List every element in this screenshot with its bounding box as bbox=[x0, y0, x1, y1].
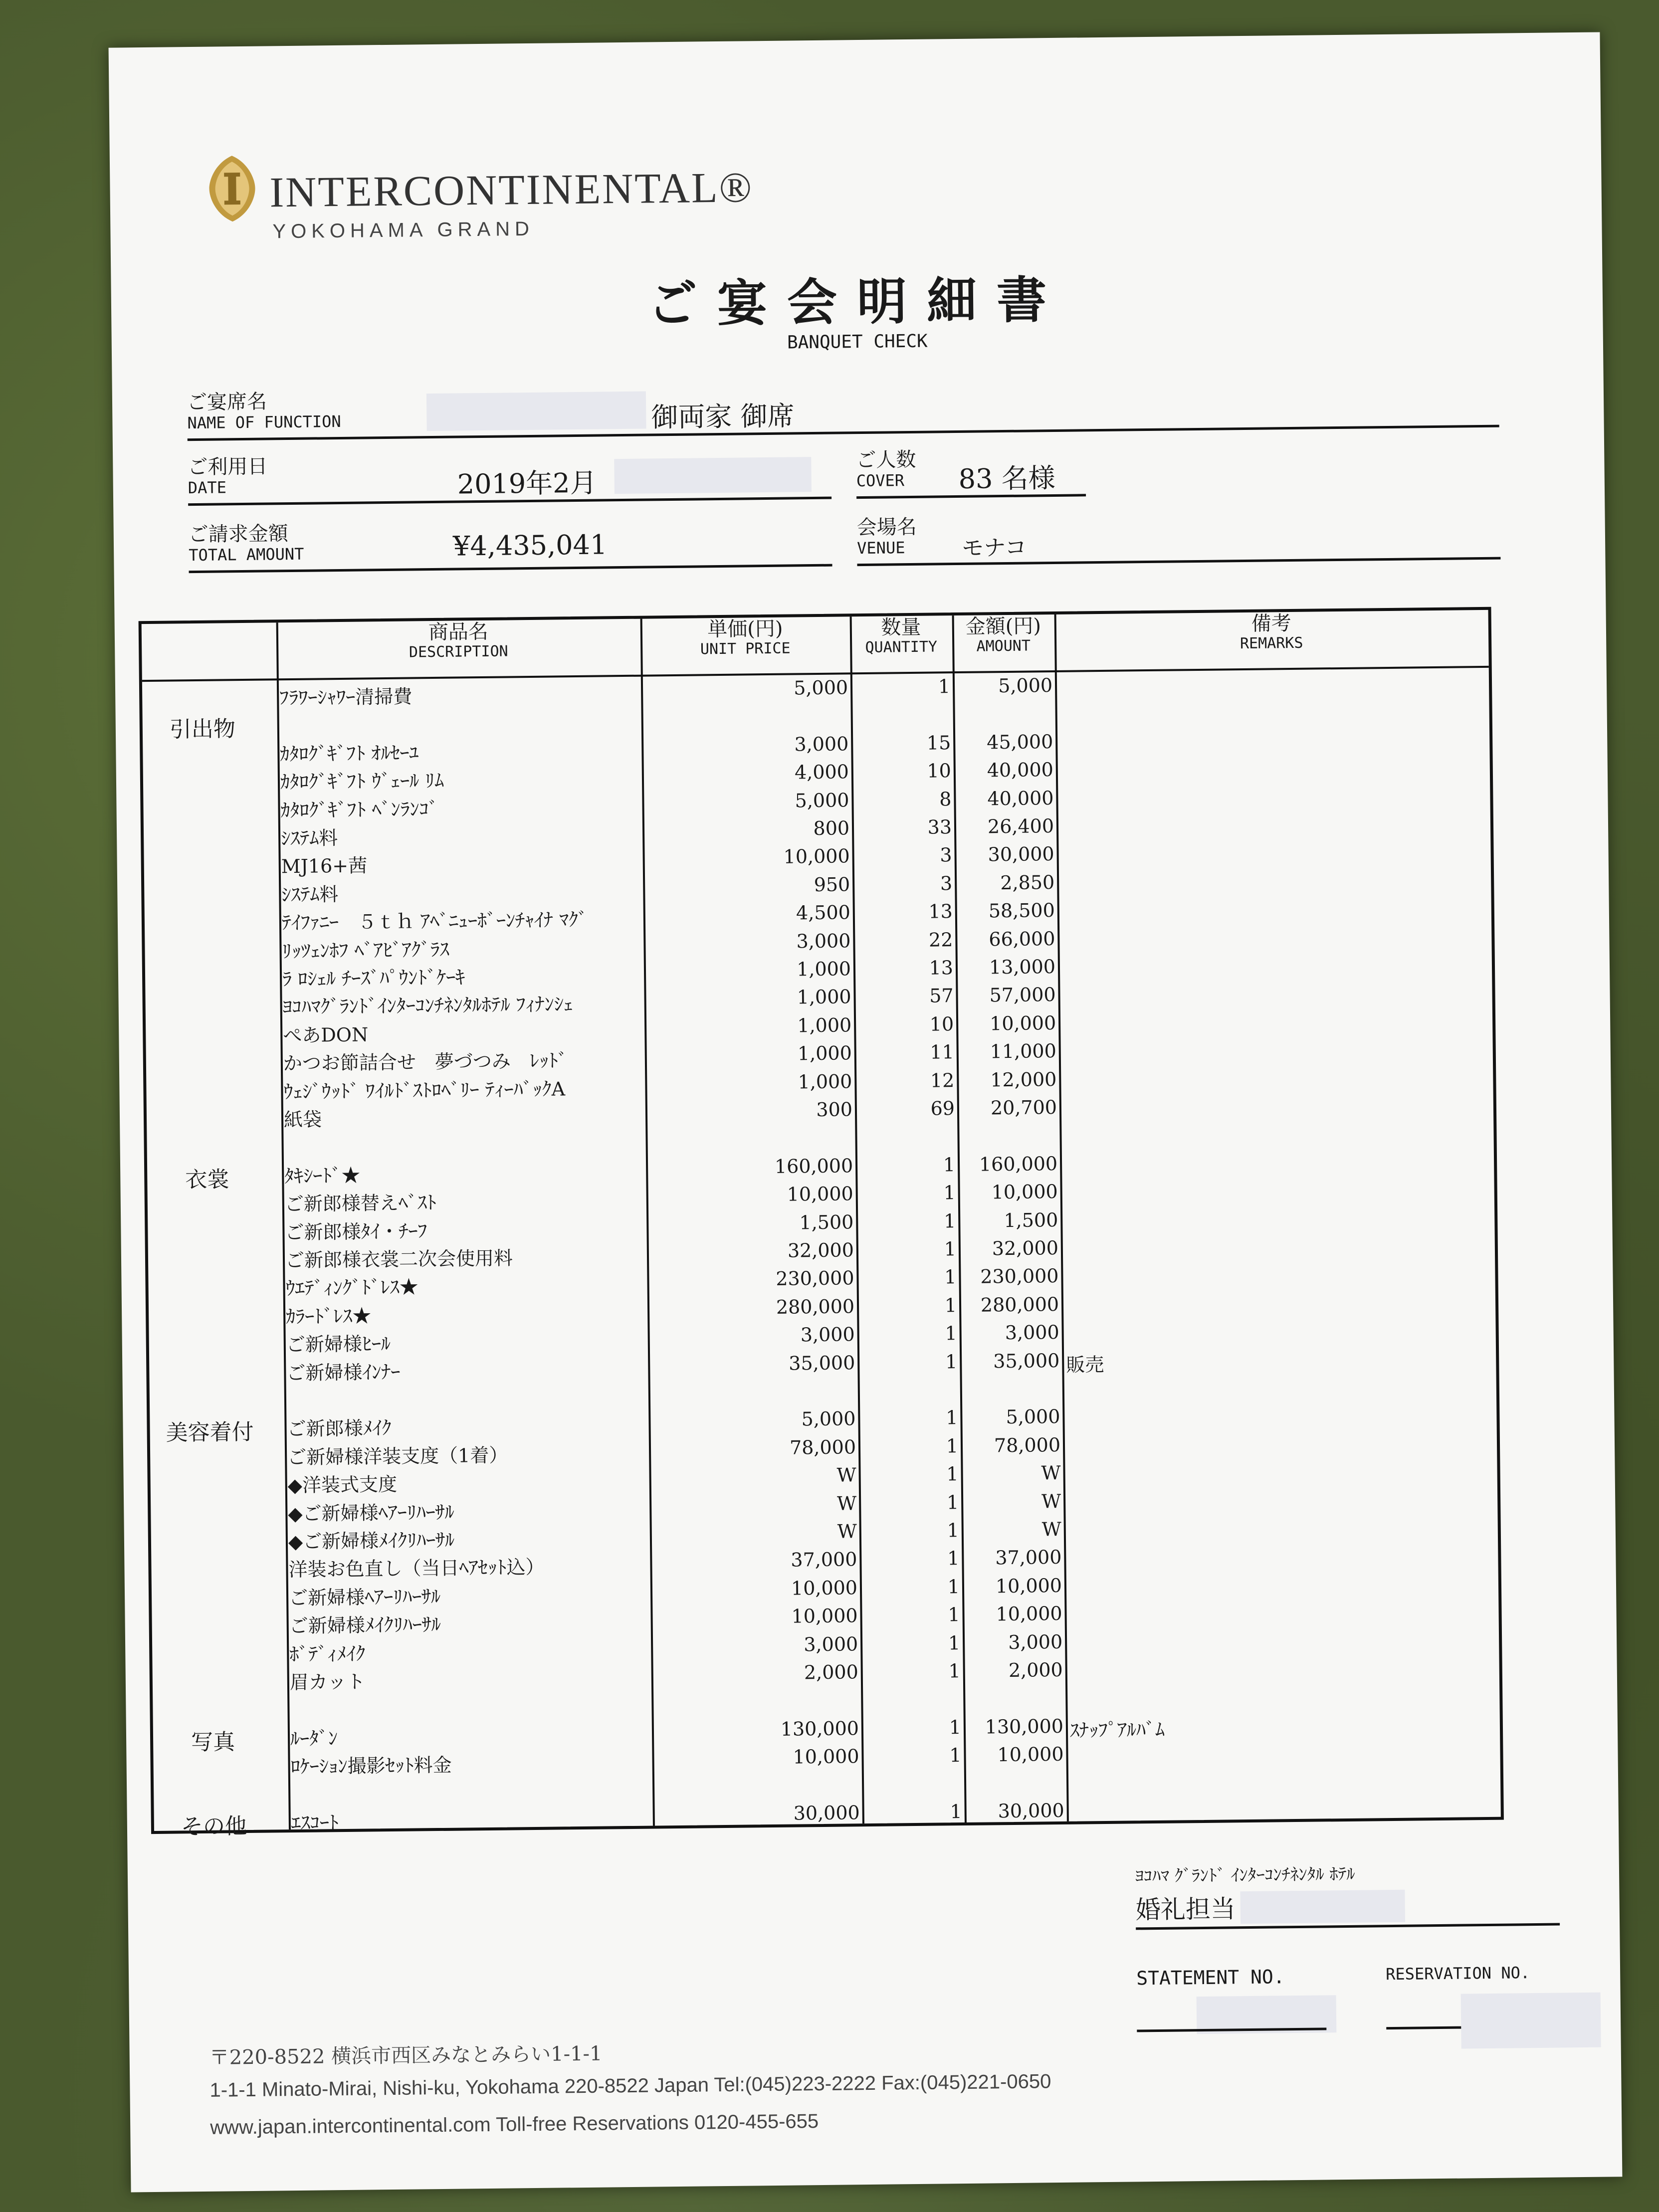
unit-price-cell: 3,000 bbox=[800, 1323, 855, 1346]
unit-price-cell: 35,000 bbox=[789, 1351, 855, 1375]
description-cell: ぺあDON bbox=[283, 1023, 369, 1047]
amount-cell: 3,000 bbox=[1008, 1630, 1063, 1653]
category-cell bbox=[153, 739, 252, 740]
description-cell: ご新郎様替えﾍﾞｽﾄ bbox=[284, 1192, 437, 1215]
amount-cell: 37,000 bbox=[995, 1546, 1062, 1569]
description-cell: ｶﾀﾛｸﾞｷﾞﾌﾄ ﾍﾞﾝﾗﾝｺﾞ bbox=[280, 798, 438, 821]
quantity-cell: 1 bbox=[949, 1744, 962, 1767]
category-cell bbox=[162, 1639, 262, 1640]
amount-cell: 40,000 bbox=[987, 787, 1054, 809]
unit-price-cell: 1,500 bbox=[799, 1210, 854, 1233]
category-cell bbox=[152, 683, 252, 684]
amount-cell: 5,000 bbox=[1006, 1406, 1060, 1428]
category-cell bbox=[155, 936, 254, 937]
quantity-cell: 1 bbox=[947, 1519, 960, 1542]
unit-price-cell: 4,500 bbox=[796, 901, 851, 924]
description-cell: ご新婦様ﾋｰﾙ bbox=[286, 1333, 391, 1356]
amount-cell: 32,000 bbox=[992, 1236, 1059, 1260]
quantity-cell bbox=[761, 1688, 961, 1690]
quantity-cell: 22 bbox=[928, 928, 953, 951]
description-cell: ｶﾀﾛｸﾞｷﾞﾌﾄ ｳﾞｪｰﾙ ﾘﾑ bbox=[280, 769, 444, 794]
document-title: ご宴会明細書 bbox=[647, 270, 1067, 334]
category-cell bbox=[159, 1302, 258, 1303]
redacted-area bbox=[426, 392, 646, 431]
description-cell: ﾘｯﾂｪﾝﾎﾌ ﾍﾞｱﾋﾞｱｸﾞﾗｽ bbox=[282, 938, 449, 962]
unit-price-cell: 230,000 bbox=[776, 1267, 854, 1290]
amount-cell: 30,000 bbox=[988, 843, 1054, 866]
date-value: 2019年2月 bbox=[457, 467, 597, 500]
description-cell: ｶﾀﾛｸﾞｷﾞﾌﾄ ｵﾙｾｰﾕ bbox=[280, 742, 419, 766]
quantity-cell: 1 bbox=[947, 1547, 960, 1570]
category-cell bbox=[158, 1217, 257, 1218]
quantity-cell: 1 bbox=[943, 1209, 956, 1232]
description-cell: ご新婦様洋装支度（1着） bbox=[287, 1444, 508, 1468]
redacted-area bbox=[1240, 1890, 1405, 1924]
unit-price-cell: 950 bbox=[814, 873, 850, 896]
amount-cell: 5,000 bbox=[998, 674, 1053, 697]
quantity-cell bbox=[762, 1773, 962, 1775]
category-cell bbox=[160, 1470, 260, 1471]
description-cell: ご新婦様ﾒｲｸﾘﾊｰｻﾙ bbox=[289, 1613, 441, 1637]
unit-price-cell: 10,000 bbox=[793, 1745, 859, 1768]
amount-cell: 10,000 bbox=[989, 1011, 1056, 1035]
quantity-cell: 12 bbox=[930, 1069, 955, 1092]
quantity-cell: 1 bbox=[949, 1716, 962, 1739]
total-label: ご請求金額 TOTAL AMOUNT bbox=[188, 522, 304, 565]
category-cell bbox=[156, 1076, 256, 1077]
quantity-cell: 1 bbox=[938, 675, 951, 698]
header-description: 商品名 DESCRIPTION bbox=[409, 620, 508, 661]
amount-cell: 2,850 bbox=[1000, 871, 1055, 894]
description-cell: 紙袋 bbox=[283, 1108, 322, 1131]
quantity-cell: 1 bbox=[946, 1463, 959, 1485]
quantity-cell: 3 bbox=[940, 872, 953, 895]
unit-price-cell: 10,000 bbox=[787, 1183, 853, 1206]
description-cell: ◆ご新婦様ﾍｱｰﾘﾊｰｻﾙ bbox=[288, 1501, 454, 1525]
amount-cell: 10,000 bbox=[996, 1603, 1062, 1625]
quantity-cell: 1 bbox=[946, 1407, 958, 1429]
banquet-check-document bbox=[109, 32, 1623, 2192]
unit-price-cell: 5,000 bbox=[795, 789, 849, 812]
category-cell bbox=[154, 851, 253, 852]
amount-cell: 10,000 bbox=[997, 1743, 1064, 1766]
quantity-cell: 1 bbox=[946, 1491, 959, 1513]
description-cell: ご新郎様衣裳二次会使用料 bbox=[285, 1247, 513, 1272]
category-cell: 写真 bbox=[191, 1729, 235, 1756]
category-cell bbox=[164, 1780, 263, 1781]
amount-cell: 20,700 bbox=[990, 1096, 1057, 1119]
quantity-cell: 33 bbox=[927, 816, 952, 838]
quantity-cell: 1 bbox=[943, 1153, 956, 1176]
quantity-cell: 1 bbox=[946, 1434, 959, 1457]
unit-price-cell: 32,000 bbox=[787, 1239, 854, 1262]
quantity-cell: 10 bbox=[927, 760, 952, 782]
cover-value: 83 名様 bbox=[958, 462, 1055, 495]
quantity-cell: 3 bbox=[940, 844, 952, 866]
quantity-cell: 11 bbox=[930, 1041, 954, 1063]
line-items-table bbox=[139, 607, 1504, 1840]
amount-cell bbox=[862, 1772, 1064, 1774]
amount-cell: 2,000 bbox=[1008, 1658, 1063, 1682]
quantity-cell: 1 bbox=[950, 1801, 962, 1823]
description-cell: ご新婦様ﾍｱｰﾘﾊｰｻﾙ bbox=[288, 1585, 441, 1609]
amount-cell: 13,000 bbox=[989, 955, 1056, 979]
unit-price-cell: W bbox=[837, 1520, 857, 1543]
divider bbox=[857, 557, 1500, 567]
unit-price-cell bbox=[646, 1689, 858, 1691]
category-cell bbox=[159, 1358, 259, 1359]
amount-cell: 11,000 bbox=[990, 1040, 1056, 1063]
unit-price-cell: 130,000 bbox=[780, 1717, 859, 1740]
quantity-cell: 10 bbox=[929, 1012, 954, 1035]
unit-price-cell: 1,000 bbox=[797, 1042, 852, 1065]
venue-value: モナコ bbox=[961, 535, 1027, 561]
quantity-cell: 1 bbox=[945, 1322, 957, 1345]
amount-cell: 12,000 bbox=[990, 1068, 1057, 1091]
unit-price-cell bbox=[636, 705, 848, 707]
description-cell: ｳｪｼﾞｳｯﾄﾞ ﾜｲﾙﾄﾞｽﾄﾛﾍﾞﾘｰ ﾃｨｰﾊﾞｯｸA bbox=[283, 1077, 566, 1103]
unit-price-cell bbox=[647, 1774, 859, 1776]
unit-price-cell: 300 bbox=[816, 1098, 853, 1121]
description-cell: 洋装お色直し（当日ﾍｱｾｯﾄ込） bbox=[288, 1556, 545, 1581]
website-and-reservations: www.japan.intercontinental.com Toll-free Reservations 0120-455-655 bbox=[210, 2110, 819, 2139]
amount-cell: 78,000 bbox=[994, 1433, 1061, 1457]
amount-cell: 40,000 bbox=[987, 759, 1054, 782]
amount-cell bbox=[861, 1687, 1063, 1689]
description-cell: ｶﾗｰﾄﾞﾚｽ★ bbox=[285, 1305, 372, 1328]
description-cell: ご新郎様ﾒｲｸ bbox=[287, 1417, 392, 1440]
description-cell: ﾙｰﾀﾞﾝ bbox=[290, 1727, 338, 1750]
function-value: 御両家 御席 bbox=[651, 400, 795, 433]
quantity-cell: 1 bbox=[948, 1604, 960, 1626]
unit-price-cell bbox=[643, 1380, 855, 1382]
category-cell bbox=[162, 1611, 261, 1612]
category-cell bbox=[155, 964, 255, 965]
address-japanese: 〒220-8522 横浜市西区みなとみらい1-1-1 bbox=[209, 2042, 603, 2069]
unit-price-cell: 37,000 bbox=[791, 1548, 857, 1572]
description-cell: ﾗ ﾛｼｪﾙ ﾁｰｽﾞﾊﾟｳﾝﾄﾞｹｰｷ bbox=[282, 966, 465, 991]
quantity-cell: 13 bbox=[929, 957, 954, 979]
description-cell: 眉カット bbox=[289, 1670, 366, 1694]
description-cell: ﾌﾗﾜｰｼｬﾜｰ清掃費 bbox=[279, 685, 413, 709]
description-cell: ﾎﾞﾃﾞｨﾒｲｸ bbox=[289, 1642, 366, 1665]
unit-price-cell: 1,000 bbox=[796, 958, 851, 981]
quantity-cell: 1 bbox=[948, 1660, 961, 1682]
category-cell bbox=[155, 908, 254, 909]
category-cell bbox=[157, 1105, 256, 1106]
unit-price-cell: 280,000 bbox=[776, 1295, 855, 1318]
unit-price-cell bbox=[640, 1127, 852, 1129]
amount-cell: 66,000 bbox=[989, 927, 1055, 950]
hotel-name: INTERCONTINENTAL® bbox=[269, 163, 754, 216]
quantity-cell: 1 bbox=[947, 1575, 960, 1598]
header-remarks: 備考 REMARKS bbox=[1240, 612, 1303, 653]
category-cell bbox=[163, 1695, 262, 1696]
remarks-cell: 販売 bbox=[1066, 1353, 1104, 1376]
amount-cell: W bbox=[1041, 1518, 1062, 1541]
description-cell: ｳｴﾃﾞｨﾝｸﾞﾄﾞﾚｽ★ bbox=[285, 1276, 418, 1300]
amount-cell: 10,000 bbox=[995, 1574, 1062, 1598]
category-cell bbox=[161, 1498, 260, 1499]
quantity-cell bbox=[758, 1379, 958, 1381]
category-cell: その他 bbox=[181, 1813, 247, 1840]
quantity-cell: 1 bbox=[944, 1294, 957, 1317]
address-english: 1-1-1 Minato-Mirai, Nishi-ku, Yokohama 220-8522 Japan Tel:(045)223-2222 Fax:(045)221-0650 bbox=[209, 2070, 1051, 2101]
category-cell bbox=[158, 1273, 258, 1274]
description-cell: ｼｽﾃﾑ料 bbox=[280, 827, 338, 850]
redacted-area bbox=[614, 457, 812, 494]
description-cell: ﾛｹｰｼｮﾝ撮影ｾｯﾄ料金 bbox=[290, 1754, 452, 1778]
divider bbox=[188, 425, 1499, 441]
unit-price-cell: 4,000 bbox=[794, 761, 849, 784]
quantity-cell bbox=[755, 1126, 955, 1128]
unit-price-cell: 10,000 bbox=[791, 1605, 858, 1627]
description-cell: MJ16+茜 bbox=[281, 854, 368, 878]
category-cell bbox=[153, 767, 253, 768]
unit-price-cell: 1,000 bbox=[798, 1070, 852, 1093]
category-cell bbox=[160, 1386, 259, 1387]
unit-price-cell: 10,000 bbox=[783, 845, 850, 868]
amount-cell: 3,000 bbox=[1005, 1321, 1059, 1344]
quantity-cell: 8 bbox=[939, 788, 952, 810]
description-cell: ﾖｺﾊﾏｸﾞﾗﾝﾄﾞｲﾝﾀｰｺﾝﾁﾈﾝﾀﾙﾎﾃﾙ ﾌｨﾅﾝｼｪ bbox=[282, 993, 574, 1018]
statement-no-label: STATEMENT NO. bbox=[1136, 1966, 1285, 1990]
intercontinental-emblem-icon bbox=[207, 154, 257, 224]
amount-cell: W bbox=[1041, 1490, 1061, 1512]
category-cell: 衣裳 bbox=[185, 1167, 229, 1193]
quantity-cell: 13 bbox=[928, 900, 953, 923]
unit-price-cell: 1,000 bbox=[797, 986, 851, 1008]
category-cell bbox=[157, 1133, 256, 1134]
divider bbox=[1386, 2026, 1461, 2030]
quantity-cell: 1 bbox=[943, 1182, 956, 1204]
document-subtitle: BANQUET CHECK bbox=[787, 331, 928, 353]
reservation-no-label: RESERVATION NO. bbox=[1385, 1963, 1530, 1984]
amount-cell: 58,500 bbox=[988, 899, 1055, 922]
amount-cell bbox=[858, 1378, 1060, 1380]
category-cell bbox=[162, 1583, 261, 1584]
amount-cell: 30,000 bbox=[998, 1799, 1064, 1822]
amount-cell: W bbox=[1041, 1462, 1061, 1484]
hotel-subname: YOKOHAMA GRAND bbox=[272, 217, 535, 243]
quantity-cell bbox=[751, 704, 950, 706]
quantity-cell: 1 bbox=[944, 1266, 957, 1288]
redacted-area bbox=[1461, 1993, 1601, 2049]
amount-cell: 130,000 bbox=[985, 1715, 1064, 1738]
divider bbox=[856, 494, 1086, 499]
unit-price-cell: 5,000 bbox=[801, 1408, 856, 1430]
unit-price-cell: W bbox=[836, 1492, 857, 1515]
category-cell bbox=[163, 1752, 263, 1753]
unit-price-cell: 2,000 bbox=[804, 1661, 858, 1684]
wedding-staff-label: 婚礼担当 bbox=[1135, 1894, 1236, 1925]
amount-cell: 45,000 bbox=[987, 730, 1053, 754]
description-cell: ◆ご新婦様ﾒｲｸﾘﾊｰｻﾙ bbox=[288, 1529, 455, 1553]
amount-cell bbox=[850, 702, 1052, 704]
footer-hotel-name: ﾖｺﾊﾏ ｸﾞﾗﾝﾄﾞ ｲﾝﾀｰｺﾝﾁﾈﾝﾀﾙ ﾎﾃﾙ bbox=[1135, 1864, 1355, 1887]
unit-price-cell: 5,000 bbox=[794, 676, 848, 699]
category-cell bbox=[156, 1020, 255, 1021]
category-cell bbox=[154, 823, 253, 824]
description-cell: ご新郎様ﾀｲ・ﾁｰﾌ bbox=[285, 1219, 427, 1243]
amount-cell: 35,000 bbox=[993, 1349, 1060, 1372]
category-cell bbox=[161, 1555, 261, 1556]
amount-cell: 1,500 bbox=[1004, 1208, 1058, 1231]
category-cell: 美容着付 bbox=[166, 1419, 254, 1446]
description-cell: ﾀｷｼｰﾄﾞ★ bbox=[284, 1164, 361, 1187]
description-cell: かつお節詰合せ 夢づつみ ﾚｯﾄﾞ bbox=[283, 1049, 568, 1075]
category-cell bbox=[154, 880, 254, 881]
description-cell: ◆洋装式支度 bbox=[287, 1473, 398, 1497]
unit-price-cell: 3,000 bbox=[796, 929, 851, 953]
category-cell: 引出物 bbox=[169, 716, 236, 743]
amount-cell: 230,000 bbox=[980, 1265, 1059, 1288]
description-cell: ﾃｲﾌｧﾆｰ ５ｔｈ ｱﾍﾞﾆｭｰﾎﾞｰﾝﾁｬｲﾅ ﾏｸﾞ bbox=[281, 908, 588, 934]
category-cell bbox=[155, 992, 255, 993]
amount-cell: 10,000 bbox=[991, 1181, 1058, 1204]
category-cell bbox=[161, 1527, 261, 1528]
quantity-cell: 15 bbox=[926, 731, 951, 754]
quantity-cell: 57 bbox=[929, 985, 954, 1007]
quantity-cell: 69 bbox=[930, 1097, 955, 1120]
unit-price-cell: 10,000 bbox=[791, 1577, 858, 1600]
unit-price-cell: W bbox=[836, 1464, 856, 1486]
date-label: ご利用日 DATE bbox=[188, 455, 268, 498]
unit-price-cell: 3,000 bbox=[794, 733, 849, 756]
divider bbox=[189, 564, 832, 574]
total-value: ¥4,435,041 bbox=[452, 529, 608, 562]
category-cell bbox=[159, 1330, 259, 1331]
category-cell bbox=[156, 1048, 256, 1049]
amount-cell: 26,400 bbox=[987, 815, 1054, 838]
unit-price-cell: 3,000 bbox=[804, 1632, 858, 1655]
quantity-cell: 1 bbox=[948, 1631, 961, 1654]
amount-cell bbox=[855, 1124, 1057, 1126]
category-cell bbox=[158, 1245, 258, 1246]
header-amount: 金額(円) AMOUNT bbox=[965, 614, 1041, 655]
category-cell bbox=[163, 1667, 262, 1668]
description-cell: ｴｽｺｰﾄ bbox=[291, 1811, 339, 1834]
cover-label: ご人数 COVER bbox=[856, 448, 916, 491]
unit-price-cell: 78,000 bbox=[789, 1436, 856, 1459]
category-cell bbox=[158, 1189, 257, 1190]
description-cell: ｼｽﾃﾑ料 bbox=[281, 883, 339, 906]
unit-price-cell: 160,000 bbox=[774, 1155, 853, 1178]
amount-cell: 160,000 bbox=[979, 1152, 1058, 1176]
amount-cell: 280,000 bbox=[980, 1293, 1059, 1316]
unit-price-cell: 1,000 bbox=[797, 1014, 852, 1037]
category-cell bbox=[160, 1442, 260, 1443]
header-quantity: 数量 QUANTITY bbox=[865, 615, 938, 656]
unit-price-cell: 800 bbox=[813, 817, 850, 840]
quantity-cell: 1 bbox=[944, 1238, 957, 1260]
category-cell bbox=[153, 795, 253, 796]
unit-price-cell: 30,000 bbox=[793, 1802, 860, 1824]
quantity-cell: 1 bbox=[945, 1350, 958, 1373]
function-label: ご宴席名 NAME OF FUNCTION bbox=[187, 390, 341, 433]
description-cell: ご新婦様ｲﾝﾅｰ bbox=[286, 1361, 401, 1384]
venue-label: 会場名 VENUE bbox=[856, 515, 917, 558]
remarks-cell: ｽﾅｯﾌﾟｱﾙﾊﾞﾑ bbox=[1069, 1718, 1165, 1742]
amount-cell: 57,000 bbox=[989, 984, 1056, 1006]
header-unit-price: 単価(円) UNIT PRICE bbox=[700, 617, 791, 658]
